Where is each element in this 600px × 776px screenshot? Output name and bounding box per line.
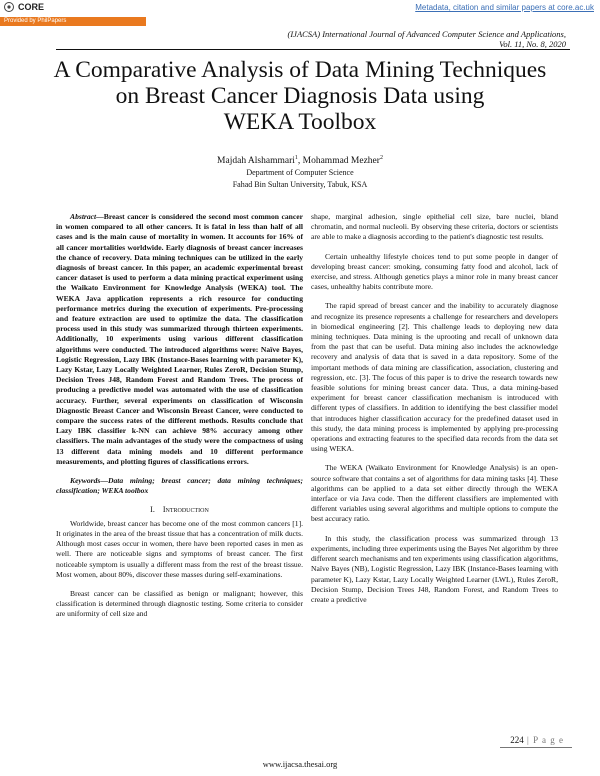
core-metadata-link[interactable]: Metadata, citation and similar papers at core.ac.uk bbox=[415, 3, 594, 12]
author-1: Majdah Alshammari bbox=[217, 156, 295, 167]
provided-by-banner[interactable]: Provided by PhilPapers bbox=[0, 17, 146, 26]
abstract bbox=[56, 212, 303, 467]
section-heading-introduction bbox=[56, 505, 303, 515]
title-line-1: A Comparative Analysis of Data Mining Techniques bbox=[53, 57, 547, 83]
paragraph: The WEKA (Waikato Environment for Knowledge Analysis) is an open-source software that contains a set of algorithms for data mining tasks [4]. These algorithms can be applied to a data set either directly through the WEKA interface or via Java code. Then the different classifiers are implemented with different variables using several algorithms and multiple options to compute the best accuracy ratio. bbox=[311, 463, 558, 524]
abstract-dash: — bbox=[96, 212, 104, 221]
author-separator: , bbox=[297, 156, 303, 167]
keywords-label: Keywords— bbox=[70, 476, 108, 486]
core-logo[interactable] bbox=[4, 2, 44, 12]
paragraph: Breast cancer can be classified as benign or malignant; however, this classification is determined through diagnostic testing. Some criteria to consider are uniformity of cell size and bbox=[56, 588, 303, 619]
department: Department of Computer Science bbox=[246, 168, 354, 177]
author-2: Mohammad Mezher bbox=[302, 156, 380, 167]
author-list bbox=[0, 152, 600, 167]
footer-divider bbox=[500, 747, 572, 748]
paragraph: In this study, the classification process was summarized through 13 experiments, including three experiments using the Bayes Net algorithm by three different search mechanisms and ten experiments using classification algorithms, Naïve Bayes (NB), Logistic Regression, Lazy IBK (Instance-Bases learning with parameter K), Lazy Kstar, Lazy Locally Weighted Learner (LWL), Rules ZeroR, Decision Stump, Decision Trees J48, Random Forest, and Random Trees to create a predictive bbox=[311, 533, 558, 604]
journal-volume: Vol. 11, No. 8, 2020 bbox=[499, 39, 566, 49]
abstract-label: Abstract bbox=[70, 212, 97, 221]
page-word: P a g e bbox=[533, 735, 564, 745]
paragraph: Worldwide, breast cancer has become one of the most common cancers [1]. It originates in the area of the breast tissue that has a concentration of milk ducts. Although most cases occur in women, there have been reported cases in men as well. There are noticeable signs and symptoms of breast cancer. The first noticeable symptom is usually a different mass from the rest of the breast tissue. Most women, about 80%, discover these masses during self-examinations. bbox=[56, 518, 303, 579]
author-2-affil: 2 bbox=[379, 155, 383, 161]
paragraph: The rapid spread of breast cancer and the inability to accurately diagnose and recognize its presence represents a challenge for researchers and developers in biomedical engineering [2]. This challenge leads to deploying new data mining techniques. Data mining is the uprooting and recall of unknown data from the past that can be useful. Data mining also includes the acknowledge recovery and analysis of data that is saved in a data repository. Some of the important methods of data mining are classification, association, clustering and regression, etc. [3]. The focus of this paper is to drive the research towards new feasible solutions for mining breast cancer data. Thus, a data mining-based experiment for breast cancer classification mechanism is introduced with different types of classifiers. In addition to identifying the best classifier model that introduces higher classification accuracy for the predefined dataset used in this study, the data mining process is implemented by applying pre-processing operations and extracting features to the specified data records from the data set using WEKA. bbox=[311, 301, 558, 454]
core-logo-icon bbox=[4, 2, 14, 12]
page-number bbox=[510, 735, 564, 745]
abstract-text: Breast cancer is considered the second most common cancer in women compared to all other cancers. It is fatal in less than half of all cases and is the main cause of mortality in women. It accounts for 16% of all cancer mortalities worldwide. Early diagnosis of breast cancer increases the chance of recovery. Data mining techniques can be utilized in the early diagnosis of breast cancer. In this paper, an academic experimental breast cancer dataset is used to perform a data mining practical experiment using the Waikato Environment for Knowledge Analysis (WEKA) tool. The WEKA Java application represents a rich resource for conducting performance metrics during the execution of experiments. Pre-processing and feature extraction are used to optimize the data. The classification process used in this study was summarized through thirteen experiments. Additionally, 10 experiments using various different classification algorithms were conducted. The introduced algorithms were: Naïve Bayes, Logistic Regression, Lazy IBK (Instance-Bases learning with parameter K), Lazy Kstar, Lazy Locally Weighted Learner, Rules ZeroR, Decision Stump, Decision Trees J48, Random Forest and Random Trees. The process of producing a predictive model was automated with the use of classification accuracy. Further, several experiments on classification of Wisconsin Diagnostic Breast Cancer and Wisconsin Breast Cancer, were conducted to compare the success rates of the different methods. Results conclude that Lazy IBK classifier k-NN can achieve 98% accuracy among other classifiers. The main advantages of the study were the compactness of using 13 different data mining models and 10 different performance measurements, and plotting figures of classifications errors. bbox=[56, 212, 303, 466]
journal-header bbox=[288, 29, 566, 49]
core-logo-text: CORE bbox=[18, 2, 45, 12]
paragraph: Certain unhealthy lifestyle choices tend to put some people in danger of developing breast cancer: smoking, consuming fatty food and alcohol, lack of exercise, and stress. Although genetics plays a minor role in many breast cancer cases, unhealthy habits contribute more. bbox=[311, 251, 558, 292]
paragraph: shape, marginal adhesion, single epithelial cell size, bare nuclei, bland chromatin, and normal nucleoli. By observing these criteria, doctors or scientists are able to make a diagnosis according to the patient's diagnostic test results. bbox=[311, 212, 558, 242]
paper-title bbox=[40, 57, 560, 135]
title-line-2: on Breast Cancer Diagnosis Data using bbox=[115, 83, 485, 109]
keywords-text: Data mining; breast cancer; data mining techniques; classification; WEKA toolbox bbox=[56, 476, 303, 496]
section-title: Introduction bbox=[162, 505, 209, 515]
keywords bbox=[56, 476, 303, 496]
journal-name: (IJACSA) International Journal of Advanced Computer Science and Applications, bbox=[287, 29, 566, 39]
page-separator: | bbox=[523, 735, 534, 745]
author-1-affil: 1 bbox=[294, 155, 298, 161]
right-column bbox=[311, 212, 558, 614]
section-number: I. bbox=[150, 505, 155, 515]
university: Fahad Bin Sultan University, Tabuk, KSA bbox=[232, 180, 368, 189]
title-line-3: WEKA Toolbox bbox=[223, 109, 377, 135]
page-number-value: 224 bbox=[510, 735, 524, 745]
left-column bbox=[56, 212, 303, 629]
header-divider bbox=[56, 49, 570, 50]
journal-url[interactable]: www.ijacsa.thesai.org bbox=[262, 759, 338, 769]
